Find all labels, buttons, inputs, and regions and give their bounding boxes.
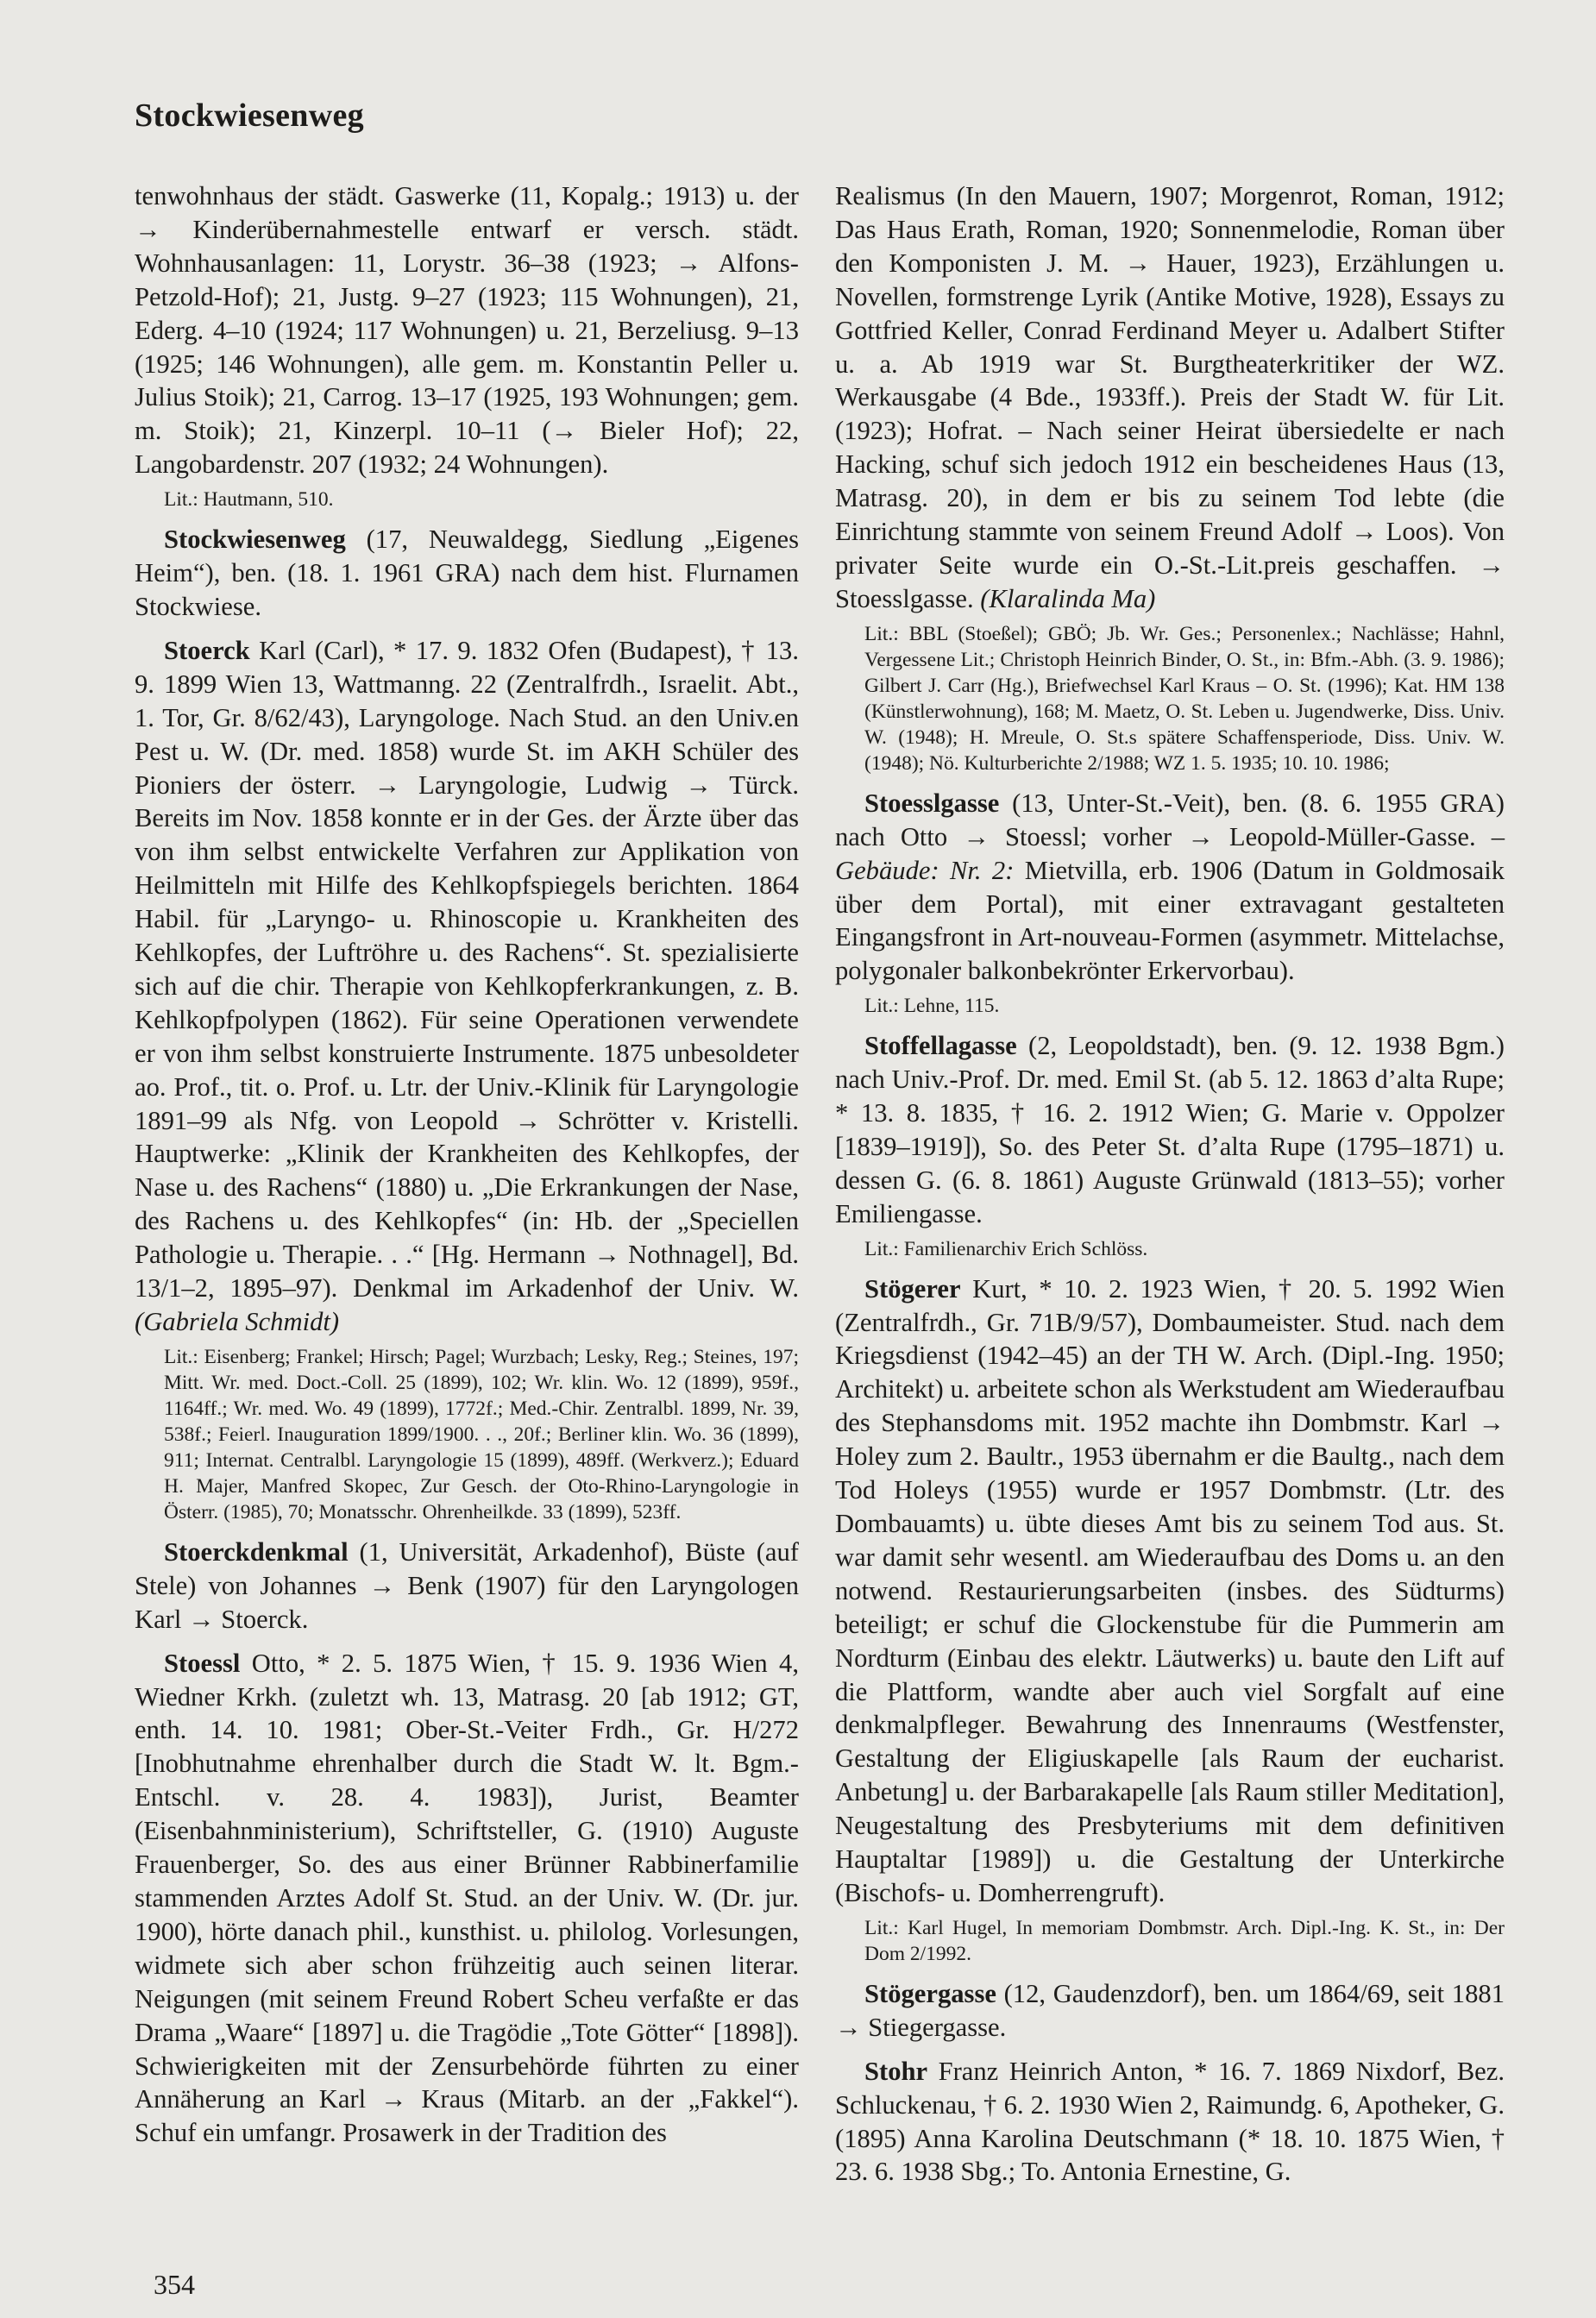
literature-note: Lit.: BBL (Stoeßel); GBÖ; Jb. Wr. Ges.; Personenlex.; Nachlässe; Hahnl, Vergessene Lit.; Christoph Heinrich Binder, O. St., in: Bfm.-Abh. (3. 9. 1986); Gilbert J. Carr (Hg.), Briefwechsel Karl Kraus – O. St. (1996); Kat. HM 138 (Künstlerwohnung), 168; M. Maetz, O. St. Leben u. Jugendwerke, Diss. Univ. W. (1948); H. Mreule, O. St.s spätere Schaffensperiode, Diss. Univ. W. (1948); Nö. Kulturberichte 2/1988; WZ 1. 5. 1935; 10. 10. 1986; [864,622,1505,775]
author-signature: (Klaralinda Ma) [980,583,1156,613]
lemma: Stoffellagasse [864,1031,1017,1061]
entry-stoegerer [835,1272,1505,1910]
entry-text: (13, Unter-St.-Veit), ben. (8. 6. 1955 GRA) nach Otto → Stoessl; vorher → Leopold-Müller-Gasse. – [835,788,1505,851]
entry-text: Realismus (In den Mauern, 1907; Morgenrot, Roman, 1912; Das Haus Erath, Roman, 1920; Sonnenmelodie, Roman über den Komponisten J. M. → Hauer, 1923), Erzählungen u. Novellen, formstrenge Lyrik (Antike Motive, 1928), Essays zu Gottfried Keller, Conrad Ferdinand Meyer u. Adalbert Stifter u. a. Ab 1919 war St. Burgtheaterkritiker der WZ. Werkausgabe (4 Bde., 1933ff.). Preis der Stadt W. für Lit. (1923); Hofrat. – Nach seiner Heirat übersiedelte er nach Hacking, schuf sich jedoch 1912 ein bescheidenes Haus (13, Matrasg. 20), in dem er bis zu seinem Tod lebte (die Einrichtung stammte von seinem Freund Adolf → Loos). Von privater Seite wurde ein O.-St.-Lit.preis geschaffen. → Stoesslgasse. [835,181,1505,613]
lemma: Stockwiesenweg [164,525,346,555]
entry-text: Mietvilla, erb. 1906 (Datum in Goldmosaik über dem Portal), mit einer extravagant gestalteten Eingangsfront in Art-nouveau-Formen (asymmetr. Mittelachse, polygonaler balkonbekrönter Erkervorbau). [835,855,1505,986]
entry-text: (17, Neuwaldegg, Siedlung „Eigenes Heim“), ben. (18. 1. 1961 GRA) nach dem hist. Flurnamen Stockwiese. [135,525,799,621]
entry-stoffellagasse [835,1029,1505,1230]
entry-text: Kurt, * 10. 2. 1923 Wien, † 20. 5. 1992 Wien (Zentralfrdh., Gr. 71B/9/57), Dombaumeister. Stud. nach dem Kriegsdienst (1942–45) an der TH W. Arch. (Dipl.-Ing. 1950; Architekt) u. arbeitete schon als Werkstudent am Wiederaufbau des Stephansdoms mit. 1952 machte ihn Dombmstr. Karl → Holey zum 2. Baultr., 1953 übernahm er die Baultg., nach dem Tod Holeys (1955) wurde er 1957 Dombmstr. (Ltr. des Dombauamts) u. übte dieses Amt bis zu seinem Tod aus. St. war damit sehr wesentl. am Wiederaufbau des Doms u. an den notwend. Restaurierungsarbeiten (insbes. des Südturms) beteiligt; er schuf die Glockenstube für die Pummerin am Nordturm (Einbau des elektr. Läutwerks) u. baute den Lift auf die Plattform, wandte aber auch viel Sorgfalt auf eine denkmalpfleger. Bewahrung des Innenraums (Westfenster, Gestaltung der Eligiuskapelle [als Raum der eucharist. Anbetung] u. der Barbarakapelle [als Raum stiller Meditation], Neugestaltung des Presbyteriums mit dem definitiven Hauptaltar [1989]) u. die Gestaltung der Unterkirche (Bischofs- u. Domherrengruft). [835,1273,1505,1907]
entry-stoessl [135,1647,799,2151]
lemma: Stoerck [164,635,250,665]
entry-text: Franz Heinrich Anton, * 16. 7. 1869 Nixdorf, Bez. Schluckenau, † 6. 2. 1930 Wien 2, Raimundg. 6, Apotheker, G. (1895) Anna Karolina Deutschmann (* 18. 10. 1875 Wien, † 23. 6. 1938 Sbg.; To. Antonia Ernestine, G. [835,2056,1505,2187]
page-number: 354 [154,2269,195,2300]
left-column [135,179,799,2150]
entry-stohr [835,2055,1505,2189]
literature-note: Lit.: Familienarchiv Erich Schlöss. [864,1237,1148,1260]
right-column [835,179,1505,2189]
lemma: Stoessl [164,1648,241,1678]
running-header: Stockwiesenweg [135,97,364,134]
lemma: Stoesslgasse [864,788,1000,818]
entry-stoerck [135,634,799,1339]
entry-stoessl-continued [835,179,1505,616]
building-label: Gebäude: Nr. 2: [835,855,1015,885]
lemma: Stohr [864,2056,928,2086]
literature-note: Lit.: Eisenberg; Frankel; Hirsch; Pagel; Wurzbach; Lesky, Reg.; Steines, 197; Mitt. Wr. med. Doct.-Coll. 25 (1899), 102; Wr. klin. Wo. 12 (1899), 959f., 1164ff.; Wr. med. Wo. 49 (1899), 1772f.; Med.-Chir. Zentralbl. 1899, Nr. 39, 538f.; Feierl. Inauguration 1899/1900. . ., 20f.; Berliner klin. Wo. 36 (1899), 911; Internat. Centralbl. Laryngologie 15 (1899), 489ff. (Werkverz.); Eduard H. Majer, Manfred Skopec, Zur Gesch. der Oto-Rhino-Laryngologie in Österr. (1985), 70; Monatsschr. Ohrenheilkde. 33 (1899), 523ff. [164,1345,799,1523]
literature-note: Lit.: Hautmann, 510. [164,488,334,512]
entry-text: Otto, * 2. 5. 1875 Wien, † 15. 9. 1936 Wien 4, Wiedner Krkh. (zuletzt wh. 13, Matrasg. 20 [ab 1912; GT, enth. 14. 10. 1981; Ober-St.-Veiter Frdh., Gr. H/272 [Inobhutnahme ehrenhalber durch die Stadt W. lt. Bgm.-Entschl. v. 28. 4. 1983]), Jurist, Beamter (Eisenbahnministerium), Schriftsteller, G. (1910) Auguste Frauenberger, So. des aus einer Brünner Rabbinerfamilie stammenden Arztes Adolf St. Stud. an der Univ. W. (Dr. jur. 1900), hörte danach phil., kunsthist. u. philolog. Vorlesungen, widmete sich aber schon frühzeitig auch seinen literar. Neigungen (mit seinem Freund Robert Scheu verfaßte er das Drama „Waare“ [1897] u. die Tragödie „Tote Götter“ [1898]). Schwierigkeiten mit der Zensurbehörde führten zu einer Annäherung an Karl → Kraus (Mitarb. an der „Fakkel“). Schuf ein umfangr. Prosawerk in der Tradition des [135,1648,799,2148]
lemma: Stögergasse [864,1978,996,2008]
literature-note: Lit.: Lehne, 115. [864,995,1000,1018]
lemma: Stögerer [864,1273,961,1303]
entry-continuation: tenwohnhaus der städt. Gaswerke (11, Kopalg.; 1913) u. der → Kinderübernahmestelle entwarf er versch. städt. Wohnhausanlagen: 11, Lorystr. 36–38 (1923; → Alfons-Petzold-Hof); 21, Justg. 9–27 (1923; 115 Wohnungen), 21, Ederg. 4–10 (1924; 117 Wohnungen) u. 21, Berzeliusg. 9–13 (1925; 146 Wohnungen), alle gem. m. Konstantin Peller u. Julius Stoik); 21, Carrog. 13–17 (1925, 193 Wohnungen; gem. m. Stoik); 21, Kinzerpl. 10–11 (→ Bieler Hof); 22, Langobardenstr. 207 (1932; 24 Wohnungen). [135,181,799,480]
entry-stoerckdenkmal [135,1536,799,1636]
entry-text: (2, Leopoldstadt), ben. (9. 12. 1938 Bgm.) nach Univ.-Prof. Dr. med. Emil St. (ab 5. 12. 1863 d’alta Rupe; * 13. 8. 1835, † 16. 2. 1912 Wien; G. Marie v. Oppolzer [1839–1919]), So. des Peter St. d’alta Rupe (1795–1871) u. dessen G. (6. 8. 1861) Auguste Grünwald (1813–55); vorher Emiliengasse. [835,1031,1505,1228]
literature-note: Lit.: Karl Hugel, In memoriam Dombmstr. Arch. Dipl.-Ing. K. St., in: Der Dom 2/1992. [864,1916,1505,1965]
entry-text: (1, Universität, Arkadenhof), Büste (auf Stele) von Johannes → Benk (1907) für den Laryngologen Karl → Stoerck. [135,1536,799,1634]
entry-stockwiesenweg [135,523,799,624]
lemma: Stoerckdenkmal [164,1536,349,1567]
entry-stoesslgasse [835,787,1505,988]
entry-stoegergasse [835,1977,1505,2045]
entry-text: Karl (Carl), * 17. 9. 1832 Ofen (Budapest), † 13. 9. 1899 Wien 13, Wattmanng. 22 (Zentralfrdh., Israelit. Abt., 1. Tor, Gr. 8/62/43), Laryngologe. Nach Stud. an den Univ.en Pest u. W. (Dr. med. 1858) wurde St. im AKH Schüler des Pioniers der österr. → Laryngologie, Ludwig → Türck. Bereits im Nov. 1858 konnte er in der Ges. der Ärzte über das von ihm selbst entwickelte Verfahren zur Applikation von Heilmitteln mit Hilfe des Kehlkopfspiegels berichten. 1864 Habil. für „Laryngo- u. Rhinoscopie u. Krankheiten des Kehlkopfes, der Luftröhre u. des Rachens“. St. spezialisierte sich auf die chir. Therapie von Kehlkopferkrankungen, z. B. Kehlkopfpolypen (1862). Für seine Operationen verwendete er von ihm selbst konstruierte Instrumente. 1875 unbesoldeter ao. Prof., tit. o. Prof. u. Ltr. der Univ.-Klinik für Laryngologie 1891–99 als Nfg. von Leopold → Schrötter v. Kristelli. Hauptwerke: „Klinik der Krankheiten des Kehlkopfes, der Nase u. des Rachens“ (1880) u. „Die Erkrankungen der Nase, des Rachens u. des Kehlkopfes“ (in: Hb. der „Speciellen Pathologie u. Therapie. . .“ [Hg. Hermann → Nothnagel], Bd. 13/1–2, 1895–97). Denkmal im Arkadenhof der Univ. W. [135,635,799,1303]
author-signature: (Gabriela Schmidt) [135,1307,340,1336]
entry-text: (12, Gaudenzdorf), ben. um 1864/69, seit 1881 → Stiegergasse. [835,1978,1505,2042]
